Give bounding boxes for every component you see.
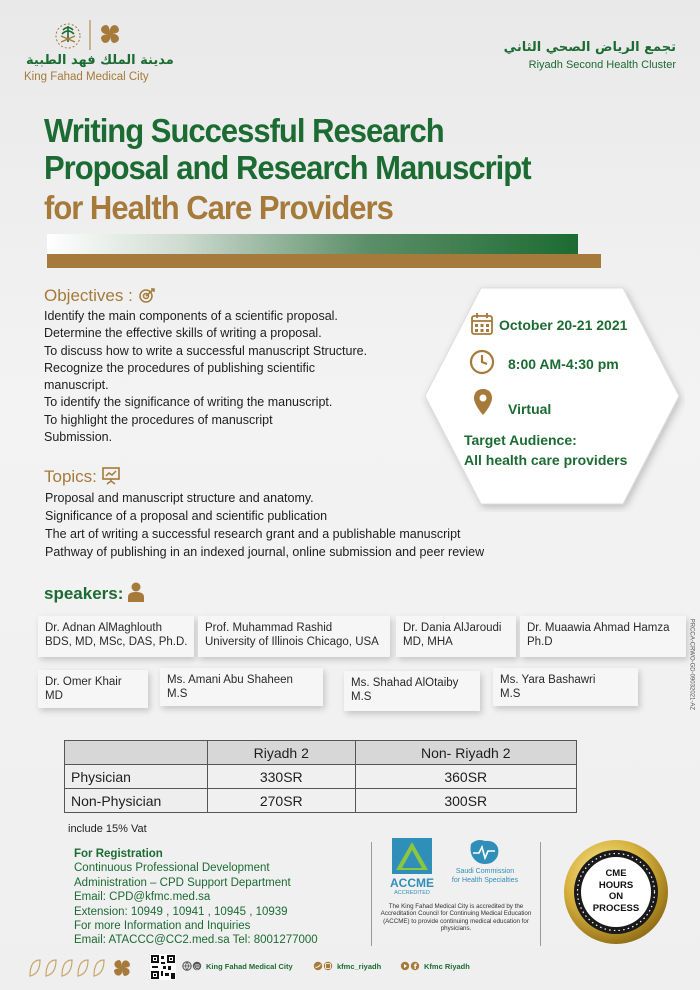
decorative-pattern <box>28 956 134 980</box>
speaker-card <box>344 671 480 711</box>
svg-text:@: @ <box>194 963 200 971</box>
speakers-heading: speakers: <box>44 582 144 604</box>
event-date: October 20-21 2021 <box>499 317 628 333</box>
footer-facebook[interactable]: Kfmc Riyadh <box>424 962 470 971</box>
kfmc-name-english: King Fahad Medical City <box>24 71 149 83</box>
svg-text:f: f <box>413 963 417 971</box>
objective-item: To discuss how to write a successful manuscript Structure. <box>44 343 368 358</box>
audience-value: All health care providers <box>464 452 628 468</box>
objective-item: Determine the effective skills of writing a proposal. <box>44 326 322 341</box>
table-row <box>65 789 577 813</box>
topic-item: The art of writing a successful research grant and a publishable manuscript <box>45 527 461 541</box>
title-gold-bar <box>47 254 601 268</box>
price-cell: 270SR <box>208 789 356 813</box>
topics-list <box>45 489 605 561</box>
twitter-instagram-icon <box>313 961 333 971</box>
topic-item: Pathway of publishing in an indexed journal, online submission and peer review <box>45 545 485 559</box>
cluster-name-english: Riyadh Second Health Cluster <box>528 59 676 71</box>
registration-email[interactable]: Email: CPD@kfmc.med.sa <box>74 891 211 904</box>
speaker-degree: Ph.D <box>527 636 553 648</box>
calendar-icon <box>470 312 494 336</box>
footer-website[interactable]: King Fahad Medical City <box>206 962 293 971</box>
kfmc-name-arabic: مدينة الملك فهد الطبية <box>26 53 174 68</box>
speaker-card <box>520 616 686 657</box>
title-line-2: Proposal and Research Manuscript <box>44 149 531 187</box>
topics-heading: Topics: <box>44 467 120 487</box>
registration-line: Continuous Professional Development <box>74 862 270 875</box>
audience-label: Target Audience: <box>464 432 577 448</box>
topic-item: Proposal and manuscript structure and anatomy. <box>45 491 314 505</box>
speaker-degree: BDS, MD, MSc, DAS, Ph.D. <box>45 636 188 648</box>
table-header-cell: Non- Riyadh 2 <box>355 741 577 765</box>
speaker-card <box>38 616 194 657</box>
speaker-degree: M.S <box>167 688 188 700</box>
cme-badge-text: CME HOURS ON PROCESS <box>592 868 640 914</box>
speaker-card <box>198 616 390 657</box>
speaker-card <box>38 670 148 708</box>
table-header-cell: Riyadh 2 <box>208 741 356 765</box>
speaker-card <box>160 668 323 706</box>
presentation-icon <box>102 467 120 485</box>
objective-item: Recognize the procedures of publishing scientific manuscript. <box>44 360 315 393</box>
registration-line: For more Information and Inquiries <box>74 920 251 933</box>
price-cell: 300SR <box>355 789 577 813</box>
youtube-facebook-icon <box>400 961 420 971</box>
row-label: Non-Physician <box>65 789 208 813</box>
divider <box>371 842 372 946</box>
title-line-3: for Health Care Providers <box>44 189 393 227</box>
event-location: Virtual <box>508 401 552 417</box>
table-header-row <box>65 741 577 765</box>
speaker-degree: M.S <box>500 688 521 700</box>
table-row <box>65 765 577 789</box>
objective-item: Identify the main components of a scientific proposal. <box>44 309 338 323</box>
title-gradient-bar <box>47 234 578 254</box>
speaker-degree: MD, MHA <box>403 636 453 648</box>
event-time: 8:00 AM-4:30 pm <box>508 356 619 372</box>
objectives-list <box>44 308 444 446</box>
registration-line: Administration – CPD Support Department <box>74 876 291 889</box>
accme-sub: ACCREDITED <box>394 890 430 896</box>
pricing-table <box>64 740 577 813</box>
speaker-name: Prof. Muhammad Rashid <box>205 622 333 634</box>
accreditation-statement: The King Fahad Medical City is accredited by the Accreditation Council for Continuing Medical Education (ACCME) to provide continuing medical education for physicians. <box>380 903 532 932</box>
speaker-name: Dr. Muaawia Ahmad Hamza <box>527 622 670 634</box>
topic-item: Significance of a proposal and scientific publication <box>45 509 328 523</box>
objective-item: To identify the significance of writing the manuscript. <box>44 395 333 410</box>
price-cell: 330SR <box>208 765 356 789</box>
registration-heading: For Registration <box>74 848 163 860</box>
registration-block <box>74 847 318 948</box>
document-code: PRCCA-CRWO-GD-09032021-AZ <box>688 618 694 710</box>
speaker-name: Ms. Amani Abu Shaheen <box>167 674 293 686</box>
target-icon <box>138 287 156 303</box>
speaker-name: Ms. Shahad AlOtaiby <box>351 677 459 689</box>
clock-icon <box>469 349 495 375</box>
person-icon <box>128 582 144 602</box>
qr-code[interactable] <box>150 954 176 980</box>
speaker-card <box>396 616 516 657</box>
row-label: Physician <box>65 765 208 789</box>
accme-label: ACCME <box>390 876 434 890</box>
objective-item: To highlight the procedures of manuscript Submission. <box>44 412 273 445</box>
speaker-name: Dr. Omer Khair <box>45 676 122 688</box>
divider <box>540 842 541 946</box>
footer-twitter[interactable]: kfmc_riyadh <box>337 962 382 971</box>
objectives-heading: Objectives : <box>44 286 156 306</box>
event-info-hexagon <box>419 280 685 512</box>
speaker-degree: MD <box>45 690 63 702</box>
vat-note: include 15% Vat <box>68 823 147 835</box>
price-cell: 360SR <box>355 765 577 789</box>
speaker-degree: M.S <box>351 691 372 703</box>
scfhs-label: Saudi Commission for Health Specialties <box>451 868 519 884</box>
location-pin-icon <box>473 388 493 416</box>
speaker-name: Dr. Adnan AlMaghlouth <box>45 622 162 634</box>
registration-line: Extension: 10949 , 10941 , 10945 , 10939 <box>74 905 288 918</box>
scfhs-logo <box>467 838 501 866</box>
speaker-degree: University of Illinois Chicago, USA <box>205 636 379 648</box>
title-line-1: Writing Successful Research <box>44 112 444 150</box>
inquiries-contact[interactable]: Email: ATACCC@CC2.med.sa Tel: 8001277000 <box>74 934 318 947</box>
cluster-name-arabic: تجمع الرياض الصحي الثاني <box>503 40 676 55</box>
globe-mail-icon <box>182 961 202 971</box>
speaker-name: Ms. Yara Bashawri <box>500 674 596 686</box>
speaker-name: Dr. Dania AlJaroudi <box>403 622 502 634</box>
speaker-card <box>493 668 638 706</box>
table-header-cell <box>65 741 208 765</box>
accme-logo <box>392 838 432 874</box>
